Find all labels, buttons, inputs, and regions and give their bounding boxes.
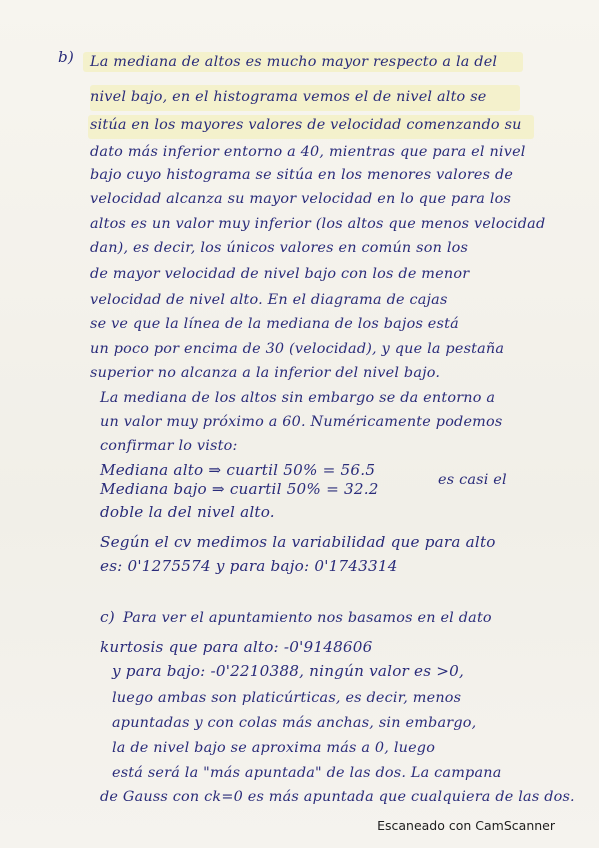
text-line: bajo cuyo histograma se sitúa en los menores valores de bbox=[90, 167, 514, 183]
text-line: La mediana de altos es mucho mayor respecto a la del bbox=[90, 54, 498, 70]
text-line: un valor muy próximo a 60. Numéricamente podemos bbox=[100, 414, 503, 430]
part-b-label: b) bbox=[58, 48, 75, 66]
text-line: La mediana de los altos sin embargo se da entorno a bbox=[100, 390, 496, 406]
text-line: superior no alcanza a la inferior del nivel bajo. bbox=[90, 365, 441, 381]
text-line: luego ambas son platicúrticas, es decir, menos bbox=[112, 690, 462, 706]
text-line: apuntadas y con colas más anchas, sin embargo, bbox=[112, 715, 477, 731]
text-line: confirmar lo visto: bbox=[100, 438, 238, 454]
cv-values-line: es: 0'1275574 y para bajo: 0'1743314 bbox=[100, 557, 398, 575]
text-line: velocidad de nivel alto. En el diagrama de cajas bbox=[90, 292, 448, 308]
text-line: de mayor velocidad de nivel bajo con los de menor bbox=[90, 266, 470, 282]
text-line: dato más inferior entorno a 40, mientras que para el nivel bbox=[90, 144, 526, 160]
text-line: y para bajo: -0'2210388, ningún valor es >0, bbox=[112, 662, 465, 680]
text-line: la de nivel bajo se aproxima más a 0, luego bbox=[112, 740, 436, 756]
text-line: se ve que la línea de la mediana de los bajos está bbox=[90, 316, 459, 332]
text-line: nivel bajo, en el histograma vemos el de nivel alto se bbox=[90, 89, 487, 105]
median-low-line: Mediana bajo ⇒ cuartil 50% = 32.2 bbox=[100, 480, 379, 498]
text-line: sitúa en los mayores valores de velocidad comenzando su bbox=[90, 117, 522, 133]
side-note-continuation: doble la del nivel alto. bbox=[100, 503, 275, 521]
text-line: de Gauss con ck=0 es más apuntada que cualquiera de las dos. bbox=[100, 789, 575, 805]
text-line: está será la "más apuntada" de las dos. La campana bbox=[112, 765, 502, 781]
part-c-label: c) bbox=[100, 608, 115, 626]
text-line: dan), es decir, los únicos valores en común son los bbox=[90, 240, 469, 256]
text-line: un poco por encima de 30 (velocidad), y que la pestaña bbox=[90, 341, 505, 357]
side-note: es casi el bbox=[438, 472, 507, 488]
text-line: Para ver el apuntamiento nos basamos en el dato bbox=[123, 610, 492, 626]
text-line: kurtosis que para alto: -0'9148606 bbox=[100, 638, 373, 656]
median-high-line: Mediana alto ⇒ cuartil 50% = 56.5 bbox=[100, 461, 376, 479]
text-line: altos es un valor muy inferior (los altos que menos velocidad bbox=[90, 216, 546, 232]
text-line: velocidad alcanza su mayor velocidad en lo que para los bbox=[90, 191, 512, 207]
cv-line: Según el cv medimos la variabilidad que para alto bbox=[100, 533, 496, 551]
scanner-footer: Escaneado con CamScanner bbox=[377, 818, 555, 833]
